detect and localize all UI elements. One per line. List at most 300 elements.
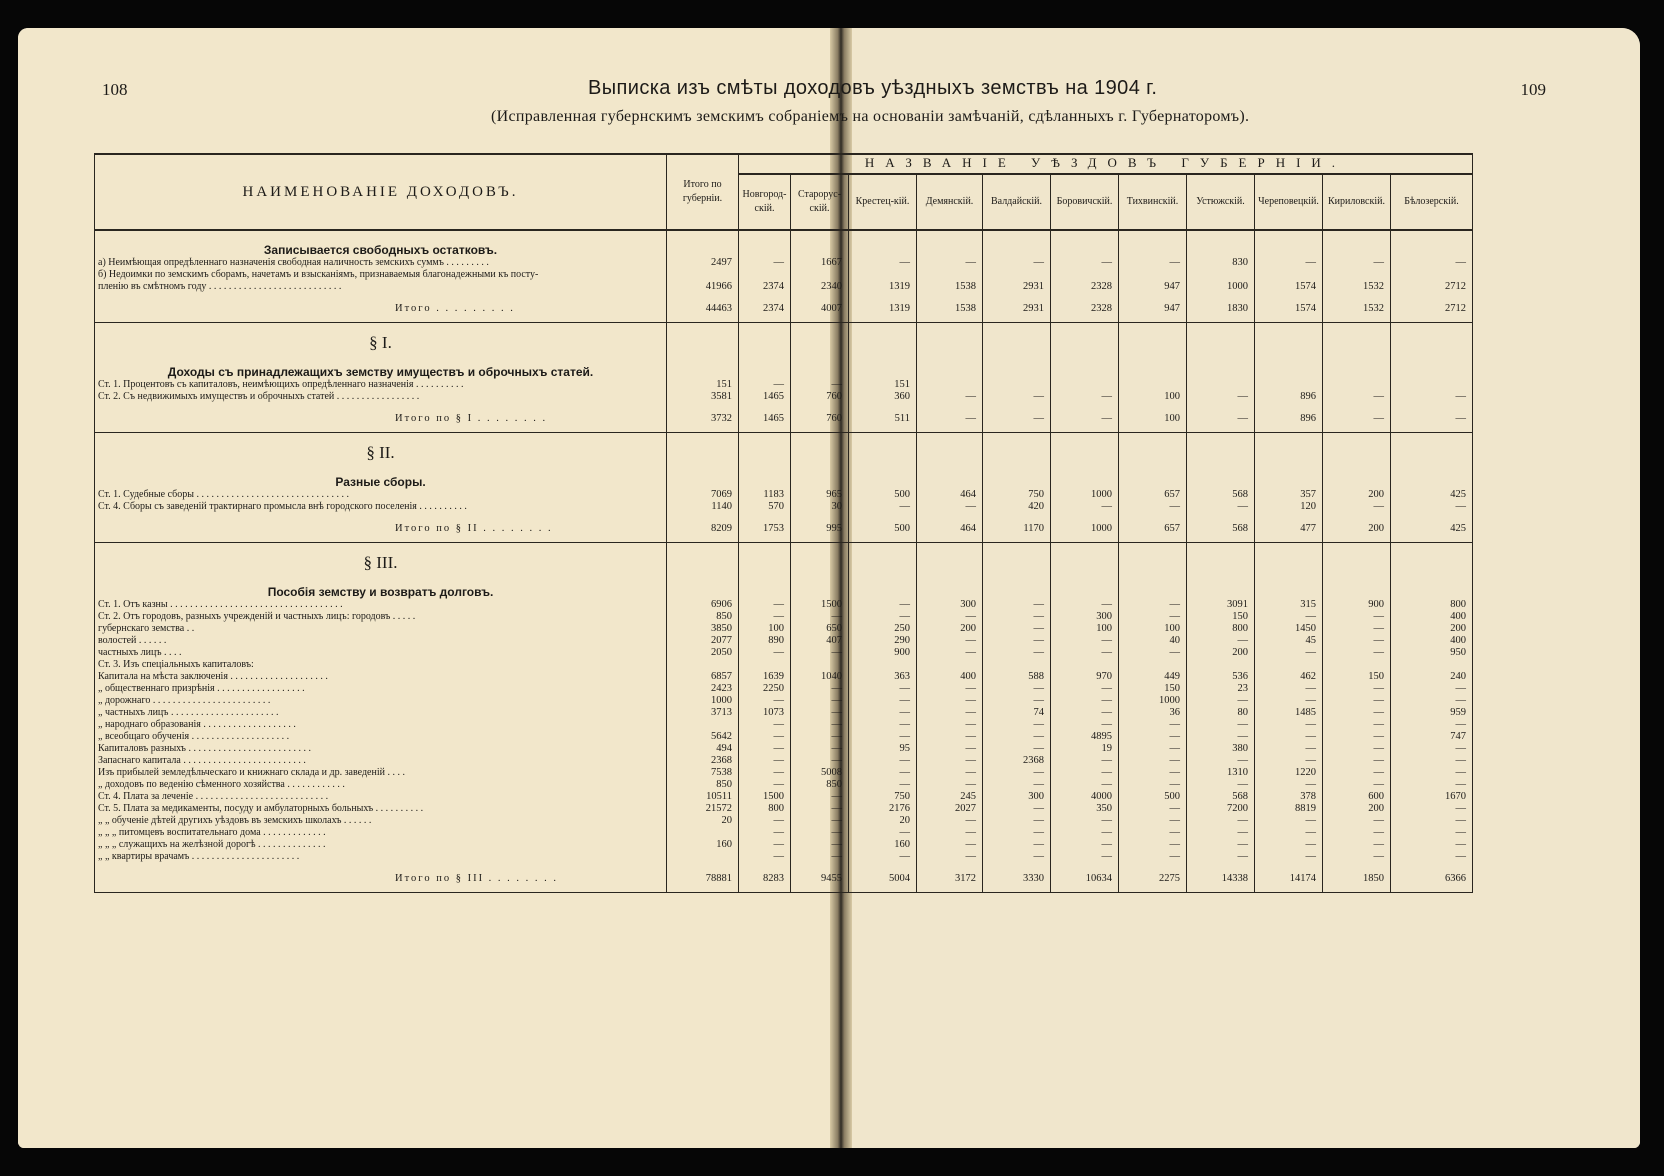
district-value-cell: — [1187, 719, 1255, 731]
table-row [95, 269, 1473, 281]
district-value-cell: 200 [1323, 803, 1391, 815]
district-value-cell: 19 [1051, 743, 1119, 755]
book-spread [18, 28, 1640, 1148]
district-value-cell: — [739, 647, 791, 659]
district-value-cell: 74 [983, 707, 1051, 719]
district-value-cell: 378 [1255, 791, 1323, 803]
district-value-cell: 657 [1119, 513, 1187, 543]
district-value-cell: — [1323, 623, 1391, 635]
empty-cell [983, 543, 1051, 574]
district-value-cell: — [917, 501, 983, 513]
district-value-cell: — [917, 635, 983, 647]
district-value-cell: 200 [1323, 489, 1391, 501]
district-value-cell [1051, 269, 1119, 281]
district-value-cell: — [1255, 695, 1323, 707]
district-value-cell: — [1255, 647, 1323, 659]
district-value-cell: 6366 [1391, 863, 1473, 893]
empty-cell [1391, 543, 1473, 574]
district-value-cell: 4895 [1051, 731, 1119, 743]
province-total-cell: 1000 [667, 695, 739, 707]
district-value-cell: — [1323, 767, 1391, 779]
empty-cell [917, 433, 983, 464]
district-value-cell: — [849, 779, 917, 791]
table-row [95, 683, 1473, 695]
district-value-cell: — [983, 623, 1051, 635]
district-value-cell: 14174 [1255, 863, 1323, 893]
empty-cell [1051, 230, 1119, 257]
district-value-cell: — [1187, 501, 1255, 513]
header-name-col: НАИМЕНОВАНІЕ ДОХОДОВЪ. [95, 154, 667, 230]
district-value-cell: — [1187, 851, 1255, 863]
district-value-cell: 100 [1119, 623, 1187, 635]
district-value-cell: 830 [1187, 257, 1255, 269]
district-value-cell: 1319 [849, 281, 917, 293]
table-row [95, 599, 1473, 611]
district-value-cell: — [849, 767, 917, 779]
district-value-cell: — [1187, 731, 1255, 743]
district-value-cell: — [917, 851, 983, 863]
district-value-cell: — [739, 815, 791, 827]
district-value-cell: 1485 [1255, 707, 1323, 719]
district-value-cell: — [1051, 779, 1119, 791]
district-value-cell: — [917, 683, 983, 695]
district-value-cell [1187, 659, 1255, 671]
district-value-cell: — [983, 743, 1051, 755]
empty-cell [917, 543, 983, 574]
district-value-cell [1119, 379, 1187, 391]
empty-cell [791, 323, 849, 354]
province-total-cell: 2050 [667, 647, 739, 659]
district-value-cell: 40 [1119, 635, 1187, 647]
district-value-cell: 2712 [1391, 281, 1473, 293]
district-value-cell: — [791, 707, 849, 719]
district-value-cell: 3091 [1187, 599, 1255, 611]
row-label: Ст. 5. Плата за медикаменты, посуду и амбулаторныхъ больныхъ . . . . . . . . . . [95, 803, 667, 815]
district-value-cell: — [1255, 719, 1323, 731]
district-value-cell: 462 [1255, 671, 1323, 683]
district-value-cell: — [1391, 695, 1473, 707]
district-value-cell: — [849, 827, 917, 839]
province-total-cell: 494 [667, 743, 739, 755]
district-value-cell: 947 [1119, 281, 1187, 293]
row-label: Запаснаго капитала . . . . . . . . . . . . . . . . . . . . . . . . . [95, 755, 667, 767]
empty-cell [791, 463, 849, 489]
table-row [95, 707, 1473, 719]
district-value-cell: — [1323, 403, 1391, 433]
empty-cell [1119, 463, 1187, 489]
total-label: Итого по § III . . . . . . . . [95, 863, 667, 893]
district-value-cell: — [1187, 815, 1255, 827]
district-value-cell: 7200 [1187, 803, 1255, 815]
empty-cell [667, 323, 739, 354]
province-total-cell: 7538 [667, 767, 739, 779]
district-value-cell: — [1391, 501, 1473, 513]
empty-cell [667, 573, 739, 599]
empty-cell [791, 573, 849, 599]
district-value-cell: — [983, 767, 1051, 779]
district-value-cell [849, 659, 917, 671]
district-value-cell: — [849, 851, 917, 863]
left-page-number: 108 [102, 80, 128, 99]
district-value-cell: — [1119, 779, 1187, 791]
district-value-cell: 420 [983, 501, 1051, 513]
empty-cell [1255, 543, 1323, 574]
district-value-cell: — [917, 815, 983, 827]
row-label: „ общественнаго призрѣнія . . . . . . . . . . . . . . . . . . [95, 683, 667, 695]
district-value-cell: 360 [849, 391, 917, 403]
table-row [95, 827, 1473, 839]
district-value-cell [1255, 379, 1323, 391]
empty-cell [667, 463, 739, 489]
district-value-cell: 950 [1391, 647, 1473, 659]
district-value-cell: 9455 [791, 863, 849, 893]
district-value-cell: — [1119, 611, 1187, 623]
district-value-cell: — [1255, 683, 1323, 695]
district-value-cell: 750 [983, 489, 1051, 501]
district-value-cell: — [791, 827, 849, 839]
district-value-cell: — [791, 647, 849, 659]
province-total-cell: 850 [667, 611, 739, 623]
district-value-cell: 2027 [917, 803, 983, 815]
table-row [95, 815, 1473, 827]
district-value-cell: — [1051, 851, 1119, 863]
district-value-cell: — [739, 779, 791, 791]
district-value-cell: 2374 [739, 293, 791, 323]
district-value-cell: — [983, 827, 1051, 839]
section-heading: Пособія земству и возвратъ долговъ. [95, 573, 667, 599]
row-label: „ всеобщаго обученія . . . . . . . . . . . . . . . . . . . . [95, 731, 667, 743]
district-value-cell: 896 [1255, 391, 1323, 403]
district-value-cell: — [1119, 599, 1187, 611]
district-value-cell: 1310 [1187, 767, 1255, 779]
empty-cell [739, 463, 791, 489]
district-value-cell: — [1391, 827, 1473, 839]
empty-cell [667, 230, 739, 257]
empty-cell [1323, 323, 1391, 354]
revenue-table [94, 153, 1473, 893]
district-value-cell: — [1391, 815, 1473, 827]
district-value-cell: — [983, 391, 1051, 403]
district-value-cell: — [1051, 635, 1119, 647]
district-value-cell: 800 [1187, 623, 1255, 635]
district-value-cell: — [1051, 647, 1119, 659]
total-row [95, 863, 1473, 893]
empty-cell [1323, 433, 1391, 464]
district-value-cell: 300 [917, 599, 983, 611]
district-value-cell: — [1187, 391, 1255, 403]
district-value-cell [1051, 659, 1119, 671]
empty-cell [1391, 230, 1473, 257]
empty-cell [917, 323, 983, 354]
district-value-cell: 1000 [1051, 513, 1119, 543]
row-label: „ „ „ служащихъ на желѣзной дорогѣ . . . . . . . . . . . . . . [95, 839, 667, 851]
empty-cell [1187, 433, 1255, 464]
table-row [95, 635, 1473, 647]
empty-cell [1051, 463, 1119, 489]
district-value-cell: — [1323, 635, 1391, 647]
district-value-cell: 30 [791, 501, 849, 513]
district-value-cell: 36 [1119, 707, 1187, 719]
empty-cell [1119, 353, 1187, 379]
district-value-cell: 1500 [791, 599, 849, 611]
district-value-cell: 20 [849, 815, 917, 827]
header-district: Кириловскій. [1323, 174, 1391, 230]
district-value-cell: 800 [739, 803, 791, 815]
row-label: Ст. 4. Сборы съ заведеній трактирнаго промысла внѣ городского поселенія . . . . . . . . . . [95, 501, 667, 513]
district-value-cell [917, 269, 983, 281]
empty-cell [739, 230, 791, 257]
district-value-cell: 150 [1323, 671, 1391, 683]
district-value-cell: — [917, 731, 983, 743]
district-value-cell: 5004 [849, 863, 917, 893]
district-value-cell: 890 [739, 635, 791, 647]
row-label: частныхъ лицъ . . . . [95, 647, 667, 659]
district-value-cell: 151 [849, 379, 917, 391]
empty-cell [917, 353, 983, 379]
empty-cell [791, 230, 849, 257]
empty-cell [1323, 353, 1391, 379]
district-value-cell: 2931 [983, 293, 1051, 323]
district-value-cell: — [917, 257, 983, 269]
district-value-cell: 300 [983, 791, 1051, 803]
district-value-cell: 1667 [791, 257, 849, 269]
row-label: Капитала на мѣста заключенія . . . . . . . . . . . . . . . . . . . . [95, 671, 667, 683]
empty-cell [1255, 323, 1323, 354]
table-row [95, 791, 1473, 803]
district-value-cell: — [791, 743, 849, 755]
empty-cell [1051, 573, 1119, 599]
province-total-cell: 2368 [667, 755, 739, 767]
district-value-cell: 568 [1187, 791, 1255, 803]
province-total-cell: 1140 [667, 501, 739, 513]
empty-cell [1187, 230, 1255, 257]
district-value-cell: — [917, 707, 983, 719]
district-value-cell: — [1391, 767, 1473, 779]
province-total-cell: 3732 [667, 403, 739, 433]
table-body [95, 230, 1473, 893]
empty-cell [1187, 353, 1255, 379]
district-value-cell: — [1323, 731, 1391, 743]
province-total-cell [667, 659, 739, 671]
district-value-cell: 2931 [983, 281, 1051, 293]
header-row-top [95, 154, 1473, 174]
empty-cell [1255, 463, 1323, 489]
province-total-cell: 20 [667, 815, 739, 827]
district-value-cell: 1040 [791, 671, 849, 683]
empty-cell [1391, 463, 1473, 489]
province-total-cell: 850 [667, 779, 739, 791]
district-value-cell: 100 [1051, 623, 1119, 635]
empty-cell [1119, 543, 1187, 574]
district-value-cell: 245 [917, 791, 983, 803]
section-heading-row [95, 463, 1473, 489]
district-value-cell: 357 [1255, 489, 1323, 501]
district-value-cell: — [1255, 827, 1323, 839]
district-value-cell: — [1323, 707, 1391, 719]
empty-cell [849, 573, 917, 599]
district-value-cell [917, 379, 983, 391]
district-value-cell: — [1051, 257, 1119, 269]
district-value-cell: — [917, 695, 983, 707]
district-value-cell: — [739, 827, 791, 839]
district-value-cell: — [983, 695, 1051, 707]
empty-cell [739, 433, 791, 464]
table-row [95, 659, 1473, 671]
district-value-cell: — [791, 719, 849, 731]
section-heading-row [95, 323, 1473, 354]
district-value-cell: 2374 [739, 281, 791, 293]
district-value-cell: 160 [849, 839, 917, 851]
district-value-cell: — [849, 683, 917, 695]
district-value-cell: 363 [849, 671, 917, 683]
district-value-cell: 4000 [1051, 791, 1119, 803]
district-value-cell: 1170 [983, 513, 1051, 543]
district-value-cell: 760 [791, 391, 849, 403]
district-value-cell: 1000 [1187, 281, 1255, 293]
district-value-cell: 464 [917, 513, 983, 543]
row-label: Ст. 3. Изъ спеціальныхъ капиталовъ: [95, 659, 667, 671]
district-value-cell: 900 [1323, 599, 1391, 611]
row-label: а) Неимѣющая опредѣленнаго назначенія свободная наличность земскихъ суммъ . . . . . . . . . [95, 257, 667, 269]
district-value-cell [1255, 269, 1323, 281]
district-value-cell: 747 [1391, 731, 1473, 743]
district-value-cell: 500 [1119, 791, 1187, 803]
district-value-cell: 1465 [739, 391, 791, 403]
empty-cell [739, 353, 791, 379]
province-total-cell: 41966 [667, 281, 739, 293]
empty-cell [849, 463, 917, 489]
province-total-cell [667, 719, 739, 731]
district-value-cell: — [1391, 839, 1473, 851]
row-label: „ „ квартиры врачамъ . . . . . . . . . . . . . . . . . . . . . . [95, 851, 667, 863]
district-value-cell: — [1255, 755, 1323, 767]
district-value-cell [983, 659, 1051, 671]
district-value-cell: 650 [791, 623, 849, 635]
total-row [95, 513, 1473, 543]
empty-cell [983, 433, 1051, 464]
header-district: Бѣлозерскій. [1391, 174, 1473, 230]
section-heading-row [95, 433, 1473, 464]
district-value-cell: — [917, 839, 983, 851]
district-value-cell: 1500 [739, 791, 791, 803]
province-total-cell: 8209 [667, 513, 739, 543]
district-value-cell: — [1323, 839, 1391, 851]
district-value-cell: 1183 [739, 489, 791, 501]
district-value-cell: 1753 [739, 513, 791, 543]
district-value-cell: — [1391, 743, 1473, 755]
district-value-cell: — [1051, 839, 1119, 851]
district-value-cell: — [1187, 839, 1255, 851]
empty-cell [1187, 463, 1255, 489]
district-value-cell: — [1255, 839, 1323, 851]
district-value-cell: 750 [849, 791, 917, 803]
district-value-cell: — [739, 743, 791, 755]
district-value-cell: 1450 [1255, 623, 1323, 635]
empty-cell [849, 353, 917, 379]
header-total-col: Итого по губерніи. [667, 154, 739, 230]
table-row [95, 839, 1473, 851]
section-heading: Записывается свободныхъ остатковъ. [95, 230, 667, 257]
district-value-cell [1255, 659, 1323, 671]
district-value-cell: 45 [1255, 635, 1323, 647]
district-value-cell: — [1051, 683, 1119, 695]
district-value-cell: — [791, 695, 849, 707]
district-value-cell: 290 [849, 635, 917, 647]
empty-cell [1187, 573, 1255, 599]
district-value-cell: 511 [849, 403, 917, 433]
row-label: Ст. 4. Плата за леченіе . . . . . . . . . . . . . . . . . . . . . . . . . . . [95, 791, 667, 803]
empty-cell [1187, 543, 1255, 574]
province-total-cell: 151 [667, 379, 739, 391]
province-total-cell [667, 269, 739, 281]
empty-cell [667, 433, 739, 464]
district-value-cell: 1000 [1119, 695, 1187, 707]
row-label: Капиталовъ разныхъ . . . . . . . . . . . . . . . . . . . . . . . . . [95, 743, 667, 755]
district-value-cell: — [1323, 695, 1391, 707]
district-value-cell: 500 [849, 489, 917, 501]
section-heading: Доходы съ принадлежащихъ земству имуществъ и оброчныхъ статей. [95, 353, 667, 379]
district-value-cell: — [1187, 695, 1255, 707]
district-value-cell: — [1391, 403, 1473, 433]
district-value-cell: 947 [1119, 293, 1187, 323]
district-value-cell: — [1051, 695, 1119, 707]
empty-cell [983, 573, 1051, 599]
district-value-cell: — [983, 779, 1051, 791]
section-heading: § III. [95, 543, 667, 574]
row-label: Ст. 2. Съ недвижимыхъ имуществъ и оброчныхъ статей . . . . . . . . . . . . . . . . . [95, 391, 667, 403]
district-value-cell: 500 [849, 513, 917, 543]
section-heading: § II. [95, 433, 667, 464]
district-value-cell: 3330 [983, 863, 1051, 893]
district-value-cell: — [1119, 501, 1187, 513]
district-value-cell [983, 379, 1051, 391]
empty-cell [1119, 573, 1187, 599]
table-row [95, 501, 1473, 513]
district-value-cell: — [1119, 257, 1187, 269]
district-value-cell: — [1119, 839, 1187, 851]
district-value-cell [739, 659, 791, 671]
header-district: Боровичскій. [1051, 174, 1119, 230]
section-heading-row [95, 573, 1473, 599]
empty-cell [667, 353, 739, 379]
district-value-cell: 1465 [739, 403, 791, 433]
empty-cell [1119, 323, 1187, 354]
district-value-cell: — [739, 599, 791, 611]
section-heading: Разные сборы. [95, 463, 667, 489]
district-value-cell: 464 [917, 489, 983, 501]
district-value-cell: 23 [1187, 683, 1255, 695]
district-value-cell [1391, 379, 1473, 391]
province-total-cell: 10511 [667, 791, 739, 803]
section-heading: § I. [95, 323, 667, 354]
district-value-cell [917, 659, 983, 671]
district-value-cell: 970 [1051, 671, 1119, 683]
empty-cell [1391, 323, 1473, 354]
district-value-cell: 400 [1391, 635, 1473, 647]
district-value-cell: 995 [791, 513, 849, 543]
empty-cell [849, 230, 917, 257]
district-value-cell: 100 [739, 623, 791, 635]
empty-cell [1119, 230, 1187, 257]
total-label: Итого по § I . . . . . . . . [95, 403, 667, 433]
empty-cell [1323, 573, 1391, 599]
district-value-cell [1119, 269, 1187, 281]
empty-cell [739, 573, 791, 599]
district-value-cell: — [1255, 611, 1323, 623]
district-value-cell: 2328 [1051, 293, 1119, 323]
district-value-cell: — [1187, 779, 1255, 791]
district-value-cell: 570 [739, 501, 791, 513]
